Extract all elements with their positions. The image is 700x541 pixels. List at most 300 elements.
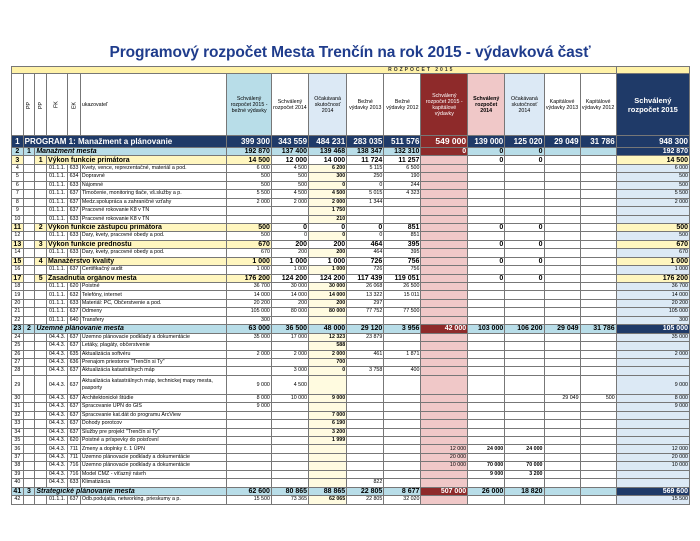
item-name: Medz.spolupráca a zahraničné vzťahy	[80, 198, 226, 206]
fk-code: 04.4.3.	[46, 394, 67, 402]
value-ocak2014: 14 000	[309, 291, 347, 299]
ek-code: 635	[69, 350, 79, 357]
ek-code: 620	[69, 283, 79, 290]
fk-code: 04.4.3.	[46, 479, 67, 487]
row-number: 17	[13, 274, 22, 282]
ek-code: 637	[69, 190, 79, 197]
value-bezne2012	[384, 375, 421, 394]
ek-code: 620	[69, 437, 79, 444]
fk-code: 04.4.3.	[46, 420, 67, 428]
value-schvkap	[421, 164, 468, 172]
table-row	[12, 487, 690, 495]
row-number: 18	[12, 283, 24, 291]
value-bezne2012: 4 323	[384, 190, 421, 198]
value-kap2013	[544, 198, 580, 206]
fk-code: 01.1.1.	[46, 283, 67, 291]
value-bezne2012	[384, 316, 421, 324]
value-kap2012	[580, 148, 616, 156]
value-schv2015	[227, 358, 272, 366]
value-schv2015: 9 000	[227, 403, 272, 411]
value-ocakkap2014: 0	[505, 257, 544, 265]
value-ocakkap2014	[505, 403, 544, 411]
value-ocak2014: 200	[309, 299, 347, 307]
indent-cell	[23, 156, 35, 164]
value-kap2013	[544, 333, 580, 341]
value-schvkap	[421, 479, 468, 487]
value-ocak2014: 588	[309, 342, 347, 350]
value-kap2013	[544, 308, 580, 316]
value-ocak2014: 6 190	[309, 420, 347, 428]
value-schvkap2014	[468, 403, 505, 411]
value-ocakkap2014: 24 000	[505, 445, 544, 453]
value-bezne2012: 395	[384, 249, 421, 257]
value-kap2012	[580, 453, 616, 461]
indent-cell	[23, 479, 35, 487]
table-row	[12, 428, 690, 436]
value-kap2012	[580, 496, 616, 504]
indent-cell	[35, 299, 47, 307]
indent-cell	[35, 470, 47, 478]
row-number: 28	[12, 367, 24, 375]
value-total: 6 000	[616, 164, 689, 172]
value-schv2015: 14 500	[227, 156, 272, 164]
table-row	[12, 462, 690, 470]
value-ocakkap2014	[505, 428, 544, 436]
value-schvkap2014	[468, 411, 505, 419]
value-kap2012	[580, 207, 616, 215]
value-ocakkap2014: 18 820	[505, 487, 544, 495]
value-kap2013	[544, 350, 580, 358]
value-ocak2014: 0	[309, 223, 347, 231]
value-kap2013	[544, 240, 580, 248]
value-kap2012	[580, 487, 616, 495]
value-total	[616, 420, 689, 428]
value-schv2015: 670	[227, 249, 272, 257]
row-number: 26	[12, 350, 24, 358]
ek-code: 637	[69, 342, 79, 349]
ek-code: 637	[69, 308, 79, 315]
value-schv2015: 1 000	[227, 266, 272, 274]
item-name: Nájomné	[80, 181, 226, 189]
value-kap2012	[580, 375, 616, 394]
value-schv2015	[227, 437, 272, 445]
indent-cell	[35, 266, 47, 274]
fk-code: 04.4.3.	[46, 453, 67, 461]
value-kap2013	[544, 342, 580, 350]
value-schvkap	[421, 375, 468, 394]
fk-code: 04.4.3.	[46, 403, 67, 411]
value-schvkap	[421, 411, 468, 419]
value-bezne2013: 464	[347, 240, 384, 248]
value-schvkap: 549 000	[421, 136, 468, 148]
item-name: Aktualizácia katastrálnych máp	[80, 367, 226, 375]
item-name: Pracovné rokovanie K8 v TN	[80, 207, 226, 215]
table-row	[12, 350, 690, 358]
value-schvkap2014	[468, 299, 505, 307]
element-number: 1	[35, 156, 47, 164]
value-schvkap	[421, 358, 468, 366]
value-total: 14 500	[616, 156, 689, 164]
indent-cell	[35, 291, 47, 299]
value-ocakkap2014	[505, 316, 544, 324]
value-schvkap2014	[468, 437, 505, 445]
ek-code: 637	[69, 403, 79, 410]
indent-cell	[23, 266, 35, 274]
value-ocak2014: 14 000	[309, 156, 347, 164]
value-bezne2013: 250	[347, 173, 384, 181]
header-row	[12, 74, 690, 136]
value-schv2014	[271, 445, 308, 453]
value-bezne2013: 5 115	[347, 164, 384, 172]
value-schvkap	[421, 342, 468, 350]
table-row	[12, 240, 690, 248]
value-bezne2013: 22 805	[347, 496, 384, 504]
header-bezne2012: Bežné výdavky 2012	[384, 74, 421, 136]
indent-cell	[35, 342, 47, 350]
value-kap2012	[580, 350, 616, 358]
value-schv2014: 124 200	[271, 274, 308, 282]
fk-code: 01.1.1.	[46, 181, 67, 189]
header-schvkap2014: Schválený rozpočet 2014	[468, 74, 505, 136]
budget-sheet	[11, 66, 690, 505]
value-bezne2012	[384, 333, 421, 341]
value-schvkap2014: 103 000	[468, 325, 505, 333]
value-ocakkap2014	[505, 173, 544, 181]
row-number: 5	[12, 173, 24, 181]
table-row	[12, 316, 690, 324]
row-number: 32	[12, 411, 24, 419]
table-row	[12, 445, 690, 453]
value-total: 569 600	[616, 487, 689, 495]
value-total	[616, 215, 689, 223]
indent-cell	[23, 198, 35, 206]
table-row	[12, 274, 690, 282]
value-schvkap2014	[468, 479, 505, 487]
indent-cell	[23, 403, 35, 411]
indent-cell	[23, 283, 35, 291]
ek-code: 637	[69, 394, 79, 401]
value-schvkap	[421, 283, 468, 291]
header-schvkap: Schválený rozpočet 2015 - kapitálové výdavky	[421, 74, 468, 136]
value-bezne2013: 138 347	[347, 148, 384, 156]
ek-code: 633	[69, 232, 79, 239]
value-ocakkap2014: 0	[505, 148, 544, 156]
value-schv2014	[271, 215, 308, 223]
value-ocak2014: 300	[309, 173, 347, 181]
value-ocak2014: 700	[309, 358, 347, 366]
value-kap2012	[580, 223, 616, 231]
indent-cell	[35, 173, 47, 181]
ek-code: 634	[69, 173, 79, 180]
value-schv2015: 5 500	[227, 190, 272, 198]
item-name: Telefóny, internet	[80, 291, 226, 299]
item-name: Územno plánovacie podklady a dokumentácie	[80, 453, 226, 461]
value-bezne2012	[384, 342, 421, 350]
value-ocak2014: 4 500	[309, 190, 347, 198]
indent-cell	[23, 342, 35, 350]
row-number: 14	[12, 249, 24, 257]
value-bezne2012: 190	[384, 173, 421, 181]
value-kap2012	[580, 291, 616, 299]
value-schvkap2014	[468, 375, 505, 394]
indent-cell	[35, 164, 47, 172]
indent-cell	[23, 232, 35, 240]
value-ocakkap2014	[505, 266, 544, 274]
value-ocakkap2014	[505, 333, 544, 341]
value-kap2012	[580, 257, 616, 265]
ek-code: 637	[69, 198, 79, 205]
value-ocak2014	[309, 316, 347, 324]
value-total	[616, 342, 689, 350]
budget-table	[11, 66, 690, 505]
value-kap2012	[580, 274, 616, 282]
value-schvkap	[421, 232, 468, 240]
table-row	[12, 249, 690, 257]
indent-cell	[23, 223, 35, 231]
indent-cell	[23, 470, 35, 478]
value-ocakkap2014: 106 200	[505, 325, 544, 333]
table-row	[12, 291, 690, 299]
value-schvkap	[421, 299, 468, 307]
ek-code: 633	[69, 181, 79, 188]
value-schv2014: 4 500	[271, 164, 308, 172]
value-bezne2013	[347, 411, 384, 419]
value-total: 670	[616, 249, 689, 257]
table-row	[12, 257, 690, 265]
indent-cell	[35, 283, 47, 291]
value-schvkap: 507 000	[421, 487, 468, 495]
item-name: Letáky, plagáty, občerstvenie	[80, 342, 226, 350]
value-ocakkap2014	[505, 479, 544, 487]
value-bezne2013	[347, 445, 384, 453]
value-ocak2014: 7 000	[309, 411, 347, 419]
indent-cell	[35, 411, 47, 419]
indent-cell	[23, 316, 35, 324]
value-schv2015: 2 000	[227, 350, 272, 358]
row-number: 36	[12, 445, 24, 453]
value-schv2015: 300	[227, 316, 272, 324]
value-ocak2014: 139 468	[309, 148, 347, 156]
row-number: 42	[12, 496, 24, 504]
subprogram-number: 3	[23, 487, 35, 495]
value-total: 35 000	[616, 333, 689, 341]
value-bezne2013: 726	[347, 266, 384, 274]
page-title: Programový rozpočet Mesta Trenčín na rok 2015 - výdavková časť	[109, 44, 591, 61]
value-schv2015	[227, 445, 272, 453]
value-bezne2012: 400	[384, 367, 421, 375]
indent-cell	[23, 462, 35, 470]
fk-code: 01.1.1.	[46, 496, 67, 504]
value-ocak2014: 2 000	[309, 350, 347, 358]
table-row	[12, 283, 690, 291]
budget-band-row	[12, 67, 690, 74]
value-bezne2013: 297	[347, 299, 384, 307]
value-schv2015: 62 600	[227, 487, 272, 495]
value-kap2013: 29 049	[544, 394, 580, 402]
value-schv2014	[271, 411, 308, 419]
value-bezne2012	[384, 394, 421, 402]
row-number: 39	[12, 470, 24, 478]
table-row	[12, 420, 690, 428]
table-row	[12, 173, 690, 181]
table-row	[12, 367, 690, 375]
indent-cell	[23, 437, 35, 445]
value-schv2014: 12 000	[271, 156, 308, 164]
value-ocak2014: 62 065	[309, 496, 347, 504]
value-schvkap2014	[468, 198, 505, 206]
row-number: 33	[12, 420, 24, 428]
value-schvkap2014	[468, 350, 505, 358]
value-bezne2013: 0	[347, 232, 384, 240]
value-kap2013: 29 049	[544, 136, 580, 148]
value-schv2015: 2 000	[227, 198, 272, 206]
value-ocak2014: 0	[309, 232, 347, 240]
value-ocakkap2014	[505, 496, 544, 504]
value-schv2015: 36 700	[227, 283, 272, 291]
value-ocakkap2014	[505, 181, 544, 189]
value-kap2012	[580, 299, 616, 307]
item-name: Klimatizácia	[80, 479, 226, 487]
indent-cell	[23, 164, 35, 172]
value-ocakkap2014: 0	[505, 240, 544, 248]
value-schv2015: 20 200	[227, 299, 272, 307]
value-schvkap	[421, 470, 468, 478]
value-bezne2012: 6 500	[384, 164, 421, 172]
value-schv2015: 1 000	[227, 257, 272, 265]
value-kap2013	[544, 249, 580, 257]
value-bezne2012: 756	[384, 257, 421, 265]
value-ocakkap2014	[505, 411, 544, 419]
indent-cell	[35, 496, 47, 504]
fk-code: 01.1.1.	[46, 190, 67, 198]
value-ocakkap2014	[505, 437, 544, 445]
table-row	[12, 207, 690, 215]
fk-code: 04.4.3.	[46, 367, 67, 375]
indent-cell	[23, 496, 35, 504]
value-ocak2014	[309, 403, 347, 411]
value-schvkap2014	[468, 420, 505, 428]
value-schvkap2014	[468, 496, 505, 504]
indent-cell	[23, 453, 35, 461]
value-kap2013	[544, 232, 580, 240]
value-schvkap2014	[468, 367, 505, 375]
indent-cell	[35, 462, 47, 470]
value-ocak2014: 12 323	[309, 333, 347, 341]
indent-cell	[35, 249, 47, 257]
value-ocak2014: 0	[309, 367, 347, 375]
value-bezne2013	[347, 428, 384, 436]
value-kap2012	[580, 333, 616, 341]
value-kap2012	[580, 420, 616, 428]
indent-cell	[23, 367, 35, 375]
value-total: 14 000	[616, 291, 689, 299]
header-ocak2014: Očakávaná skutočnosť 2014	[309, 74, 347, 136]
value-bezne2013: 822	[347, 479, 384, 487]
value-ocak2014	[309, 479, 347, 487]
value-schvkap	[421, 428, 468, 436]
value-bezne2013	[347, 403, 384, 411]
value-schvkap2014: 0	[468, 148, 505, 156]
item-name: Služby pre projekt "Trenčín si Ty"	[80, 428, 226, 436]
value-bezne2012: 244	[384, 181, 421, 189]
value-total	[616, 428, 689, 436]
item-name: Spracovanie UPN do GIS	[80, 403, 226, 411]
value-total: 9 000	[616, 375, 689, 394]
value-total: 1 000	[616, 266, 689, 274]
value-kap2012	[580, 342, 616, 350]
value-schvkap: 10 000	[421, 462, 468, 470]
value-kap2012	[580, 232, 616, 240]
value-schvkap	[421, 367, 468, 375]
value-kap2012	[580, 316, 616, 324]
indent-cell	[23, 240, 35, 248]
value-schvkap	[421, 437, 468, 445]
value-kap2012	[580, 428, 616, 436]
value-total: 2 000	[616, 350, 689, 358]
value-bezne2013	[347, 207, 384, 215]
subprogram-title: Územné plánovanie mesta	[35, 325, 227, 333]
row-number: 2	[12, 148, 24, 156]
item-name: Materiál: PC, Občerstvenie a pod.	[80, 299, 226, 307]
value-kap2013	[544, 358, 580, 366]
item-name: Odmeny	[80, 308, 226, 316]
value-kap2013: 29 049	[544, 325, 580, 333]
table-row	[12, 148, 690, 156]
value-kap2013	[544, 283, 580, 291]
table-row	[12, 215, 690, 223]
value-schv2014: 1 000	[271, 257, 308, 265]
value-bezne2013	[347, 470, 384, 478]
value-kap2012	[580, 198, 616, 206]
value-schvkap2014	[468, 207, 505, 215]
value-schvkap	[421, 394, 468, 402]
header-fk: FK	[46, 74, 67, 136]
value-schvkap	[421, 198, 468, 206]
ek-code: 637	[69, 411, 79, 418]
value-bezne2012	[384, 198, 421, 206]
indent-cell	[35, 308, 47, 316]
indent-cell	[23, 350, 35, 358]
value-schv2014	[271, 420, 308, 428]
value-total	[616, 207, 689, 215]
value-ocakkap2014	[505, 299, 544, 307]
fk-code: 04.4.3.	[46, 342, 67, 350]
value-bezne2013: 464	[347, 249, 384, 257]
value-schv2015: 500	[227, 232, 272, 240]
value-schv2015: 15 500	[227, 496, 272, 504]
item-name: Spracovanie kat.dát do programu ArcView	[80, 411, 226, 419]
value-ocak2014: 1 750	[309, 207, 347, 215]
value-kap2012: 31 786	[580, 325, 616, 333]
value-ocakkap2014	[505, 394, 544, 402]
value-total	[616, 470, 689, 478]
value-schvkap2014: 139 000	[468, 136, 505, 148]
value-bezne2013	[347, 375, 384, 394]
value-bezne2012: 26 500	[384, 283, 421, 291]
value-bezne2012	[384, 479, 421, 487]
indent-cell	[35, 198, 47, 206]
value-bezne2012: 119 051	[384, 274, 421, 282]
value-bezne2012: 395	[384, 240, 421, 248]
row-number: 8	[12, 198, 24, 206]
value-schvkap: 12 000	[421, 445, 468, 453]
fk-code: 01.1.1.	[46, 215, 67, 223]
fk-code: 01.1.1.	[46, 291, 67, 299]
value-total: 500	[616, 181, 689, 189]
indent-cell	[23, 333, 35, 341]
value-bezne2012	[384, 358, 421, 366]
header-pp2: PP	[35, 74, 47, 136]
